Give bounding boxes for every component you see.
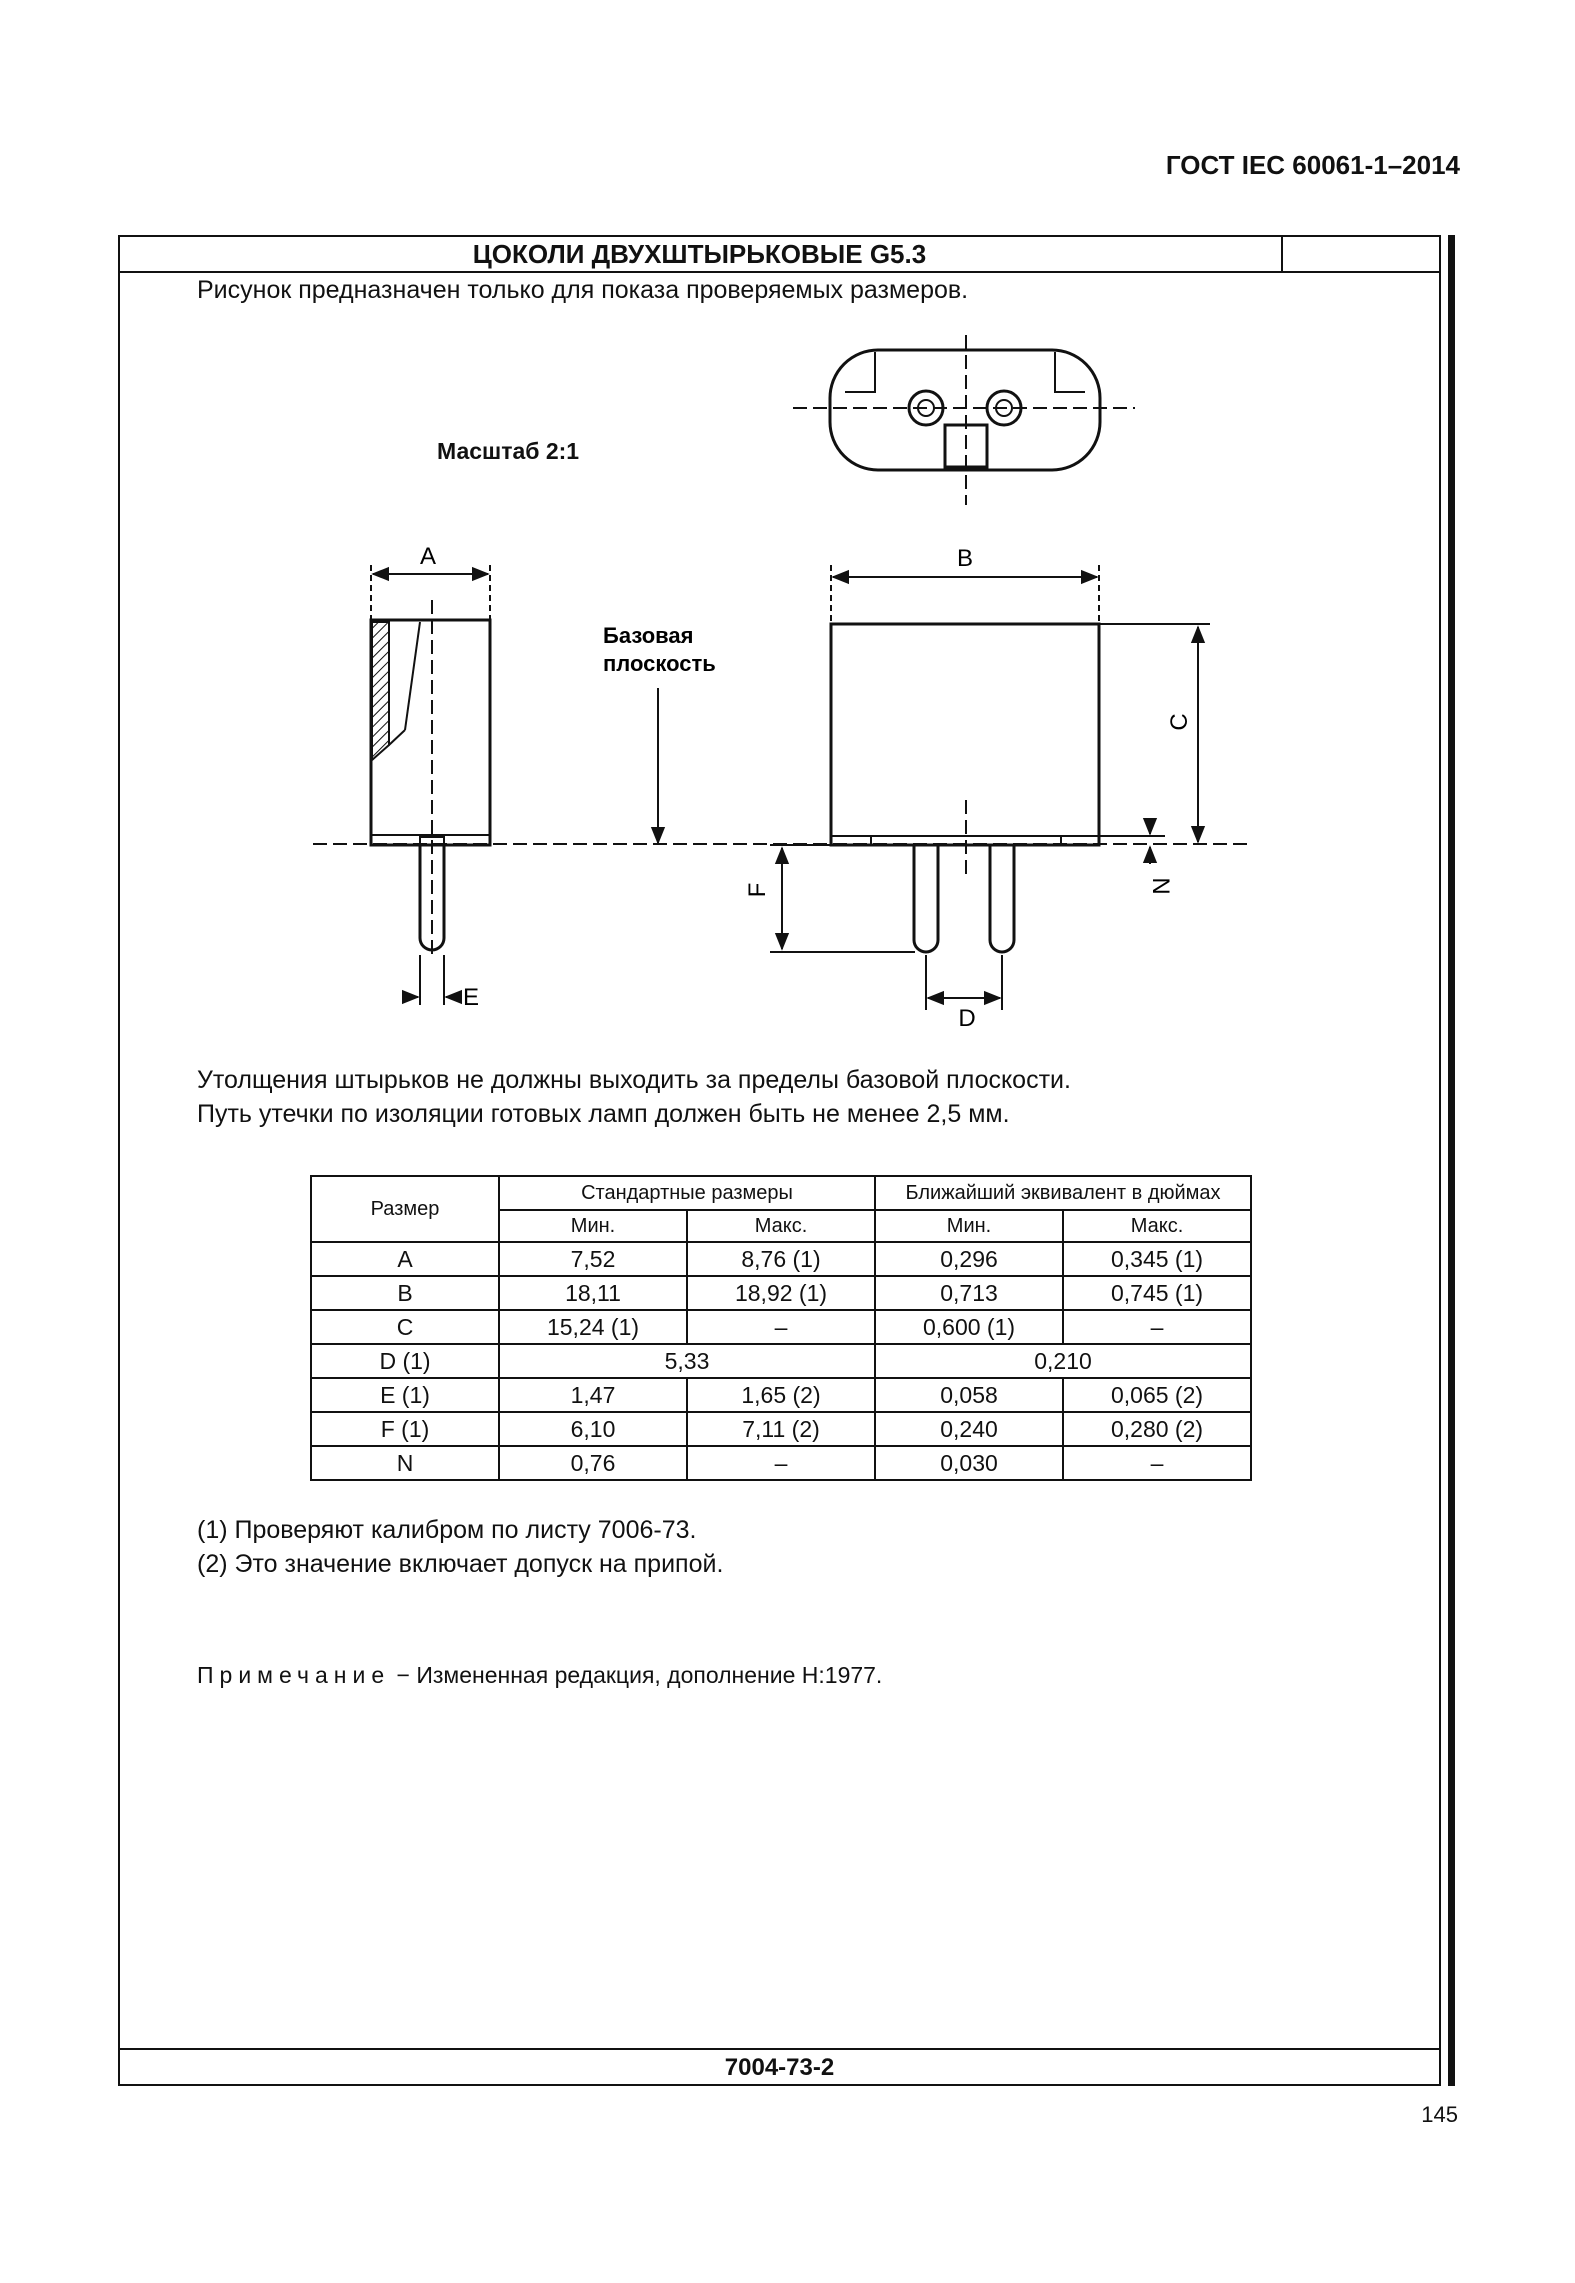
standard-id: ГОСТ IEC 60061-1–2014: [1165, 150, 1460, 180]
cell-in-max: –: [1063, 1310, 1251, 1344]
dim-label-b: B: [956, 545, 974, 572]
cell-in-max: 0,280 (2): [1063, 1412, 1251, 1446]
cell-size: F (1): [311, 1412, 499, 1446]
cell-size: A: [311, 1242, 499, 1276]
cell-in-min: 0,030: [875, 1446, 1063, 1480]
cell-std: 5,33: [499, 1344, 875, 1378]
cell-size: C: [311, 1310, 499, 1344]
base-plane-label-1: Базовая: [603, 623, 694, 648]
cell-max: –: [687, 1446, 875, 1480]
header-inches: Ближайший эквивалент в дюймах: [875, 1176, 1251, 1210]
cell-size: B: [311, 1276, 499, 1310]
cell-min: 7,52: [499, 1242, 687, 1276]
side-view: [371, 565, 490, 1005]
note: [197, 1662, 882, 1689]
dim-label-c: C: [1166, 713, 1193, 731]
table-row: [311, 1310, 1251, 1344]
cell-in-max: –: [1063, 1446, 1251, 1480]
cell-in-min: 0,296: [875, 1242, 1063, 1276]
header-max: Макс.: [687, 1210, 875, 1242]
cell-min: 15,24 (1): [499, 1310, 687, 1344]
header-in-max: Макс.: [1063, 1210, 1251, 1242]
top-view: [793, 335, 1135, 505]
title-row: [118, 235, 1441, 273]
paragraph-1: Утолщения штырьков не должны выходить за пределы базовой плоскости.: [197, 1066, 1071, 1094]
cell-min: 0,76: [499, 1446, 687, 1480]
intro-text: Рисунок предназначен только для показа проверяемых размеров.: [197, 276, 969, 304]
cell-in-min: 0,713: [875, 1276, 1063, 1310]
footnote-2: (2) Это значение включает допуск на припой.: [197, 1550, 724, 1578]
sheet-frame-bar: [1448, 235, 1455, 2086]
title-divider: [1281, 235, 1283, 271]
cell-in-max: 0,745 (1): [1063, 1276, 1251, 1310]
sheet-number: 7004-73-2: [724, 2054, 835, 2081]
header-size: Размер: [311, 1176, 499, 1242]
sheet-title: ЦОКОЛИ ДВУХШТЫРЬКОВЫЕ G5.3: [472, 239, 927, 269]
dim-label-f: F: [744, 882, 771, 898]
scale-label: Масштаб 2:1: [437, 438, 580, 464]
cell-min: 1,47: [499, 1378, 687, 1412]
dim-label-n: N: [1147, 877, 1174, 895]
cell-size: N: [311, 1446, 499, 1480]
header-in-min: Мин.: [875, 1210, 1063, 1242]
table-row: [311, 1446, 1251, 1480]
cell-in-min: 0,058: [875, 1378, 1063, 1412]
dim-label-e: E: [463, 984, 480, 1011]
base-plane-label-2: плоскость: [603, 651, 716, 676]
table-row: [311, 1276, 1251, 1310]
note-label: Примечание: [197, 1662, 391, 1688]
cell-size: E (1): [311, 1378, 499, 1412]
cell-in-min: 0,240: [875, 1412, 1063, 1446]
cell-in-max: 0,065 (2): [1063, 1378, 1251, 1412]
cell-in-max: 0,345 (1): [1063, 1242, 1251, 1276]
dimensions-table: [310, 1175, 1252, 1481]
front-view-pin-left: [914, 845, 938, 952]
cell-max: 7,11 (2): [687, 1412, 875, 1446]
base-drawing: [300, 335, 1260, 1055]
cell-max: –: [687, 1310, 875, 1344]
cell-inch: 0,210: [875, 1344, 1251, 1378]
front-view-pin-right: [990, 845, 1014, 952]
table-row: [311, 1412, 1251, 1446]
front-view: [770, 565, 1210, 1010]
cell-max: 18,92 (1): [687, 1276, 875, 1310]
dim-label-a: A: [419, 543, 437, 570]
page-number: 145: [1421, 2102, 1458, 2127]
cell-size: D (1): [311, 1344, 499, 1378]
dim-label-d: D: [958, 1005, 976, 1032]
cell-min: 6,10: [499, 1412, 687, 1446]
table-header-row: [311, 1176, 1251, 1210]
cell-min: 18,11: [499, 1276, 687, 1310]
table-row: [311, 1378, 1251, 1412]
cell-max: 1,65 (2): [687, 1378, 875, 1412]
cell-in-min: 0,600 (1): [875, 1310, 1063, 1344]
header-standard: Стандартные размеры: [499, 1176, 875, 1210]
cell-max: 8,76 (1): [687, 1242, 875, 1276]
note-text: − Измененная редакция, дополнение Н:1977.: [390, 1662, 883, 1688]
table-row: [311, 1344, 1251, 1378]
paragraph-2: Путь утечки по изоляции готовых ламп должен быть не менее 2,5 мм.: [197, 1100, 1010, 1128]
header-min: Мин.: [499, 1210, 687, 1242]
table-row: [311, 1242, 1251, 1276]
footnote-1: (1) Проверяют калибром по листу 7006-73.: [197, 1516, 697, 1544]
